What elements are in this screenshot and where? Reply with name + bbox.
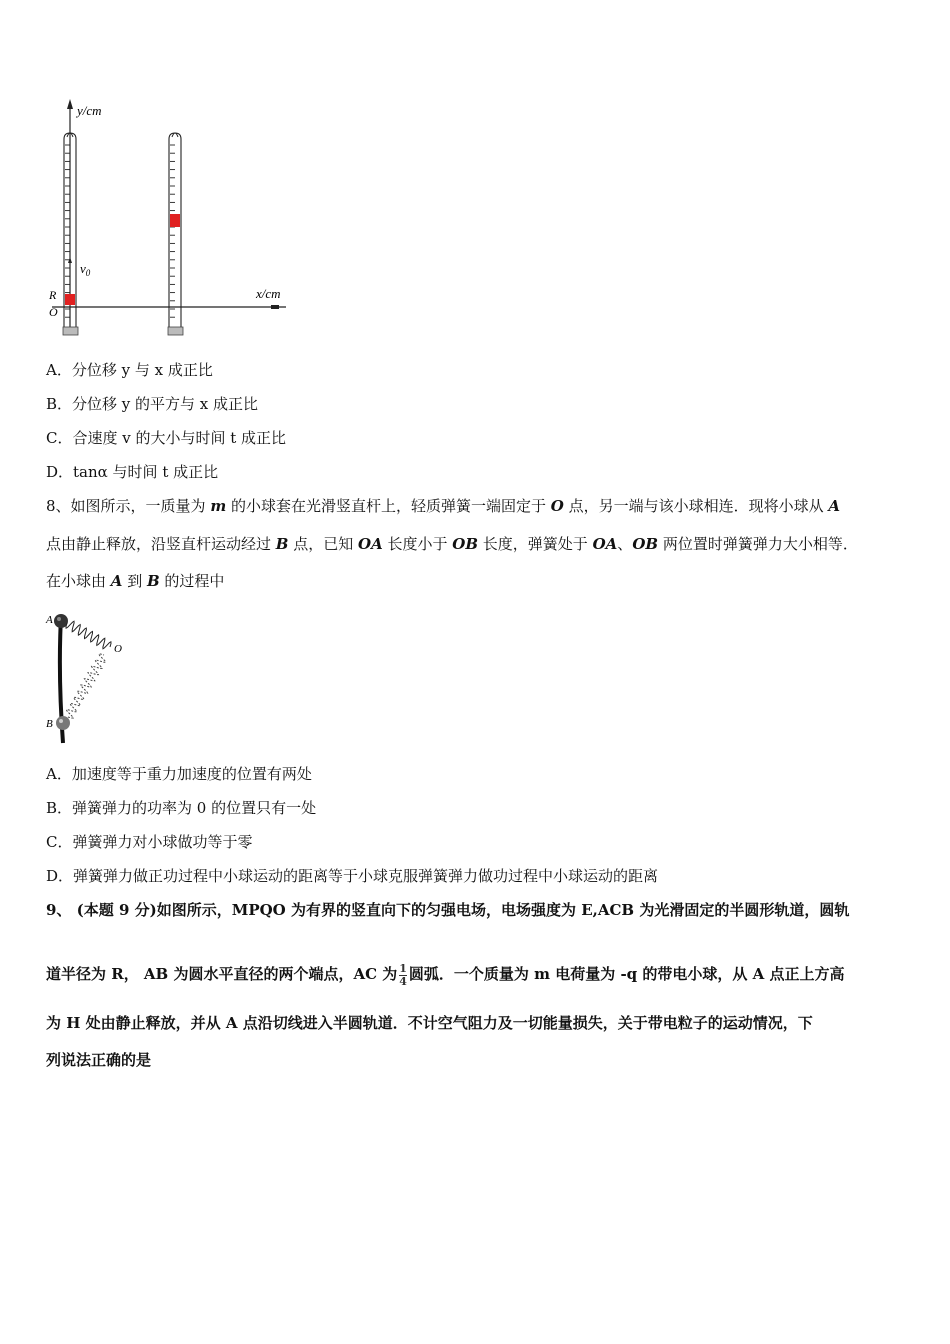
q7-option-d[interactable]: D．tanα 与时间 t 成正比 (46, 463, 219, 481)
ball-b (56, 716, 70, 730)
q7-option-c[interactable]: C．合速度 v 的大小与时间 t 成正比 (46, 429, 287, 447)
spring-rod-figure (44, 605, 144, 750)
label-b: B (46, 718, 53, 730)
label-o: O (114, 643, 122, 655)
q8-stem-line1: 8、如图所示，一质量为 m 的小球套在光滑竖直杆上，轻质弹簧一端固定于 O 点，另一端与该小球相连．现将小球从 A (46, 497, 841, 515)
q8-stem-line2: 点由静止释放，沿竖直杆运动经过 B 点，已知 OA 长度小于 OB 长度，弹簧处于 OA、OB 两位置时弹簧弹力大小相等． (46, 535, 858, 553)
q7-option-a[interactable]: A．分位移 y 与 x 成正比 (46, 361, 213, 379)
label-a: A (46, 614, 53, 626)
q8-option-a[interactable]: A．加速度等于重力加速度的位置有两处 (46, 765, 312, 783)
y-axis-label: y/cm (77, 103, 102, 118)
spring-ao (66, 621, 111, 649)
right-tube (168, 133, 183, 335)
q9-stem-line4: 列说法正确的是 (46, 1051, 152, 1069)
v0-label: $v_0$ (80, 261, 91, 278)
spring-bo (66, 654, 105, 718)
y-axis-arrow (67, 99, 73, 109)
x-axis-label: x/cm (256, 286, 281, 301)
tube-figure (40, 95, 300, 340)
q8-stem-line3: 在小球由 A 到 B 的过程中 (46, 572, 225, 590)
q7-option-b[interactable]: B．分位移 y 的平方与 x 成正比 (46, 395, 259, 413)
q8-option-d[interactable]: D．弹簧弹力做正功过程中小球运动的距离等于小球克服弹簧弹力做功过程中小球运动的距离 (46, 867, 659, 885)
q9-stem-line1: 9、 (本题 9 分)如图所示，MPQO 为有界的竖直向下的匀强电场，电场强度为 E,ACB 为光滑固定的半圆形轨道，圆轨 (46, 901, 850, 919)
fraction-quarter: $\frac{1}{4}$ (399, 961, 407, 988)
R-label: R (49, 288, 57, 302)
O-label: O (49, 305, 58, 319)
q8-option-b[interactable]: B．弹簧弹力的功率为 0 的位置只有一处 (46, 799, 317, 817)
x-axis-marker (271, 305, 279, 309)
red-block-right (170, 214, 180, 227)
q8-option-c[interactable]: C．弹簧弹力对小球做功等于零 (46, 833, 253, 851)
q9-stem-line3: 为 H 处由静止释放，并从 A 点沿切线进入半圆轨道．不计空气阻力及一切能量损失，关于带电粒子的运动情况，下 (46, 1014, 813, 1032)
red-block-left (65, 294, 75, 305)
q9-stem-line2: 道半径为 R， AB 为圆水平直径的两个端点，AC 为 $\frac{1}{4}$ 圆弧．一个质量为 m 电荷量为 -q 的带电小球，从 A 点正上方高 (46, 961, 845, 988)
